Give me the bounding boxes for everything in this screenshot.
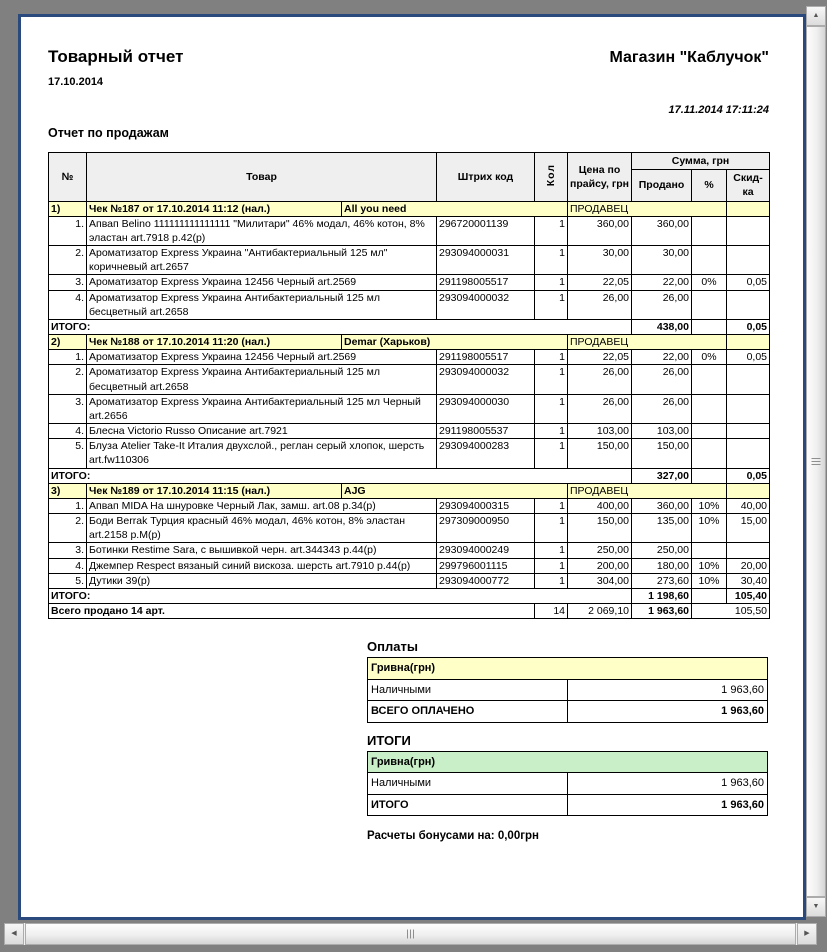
item-discount-pct: 0% <box>692 275 727 290</box>
receipt-group-header <box>49 201 770 216</box>
item-number: 4. <box>49 558 87 573</box>
item-number: 4. <box>49 424 87 439</box>
totals-row-value: 1 963,60 <box>568 773 768 795</box>
group-number: 1) <box>49 201 87 216</box>
horizontal-scrollbar-thumb[interactable] <box>25 923 796 945</box>
totals-table-body <box>368 751 768 816</box>
scroll-left-button[interactable] <box>4 923 24 945</box>
item-price: 103,00 <box>568 424 632 439</box>
item-qty: 1 <box>535 290 568 319</box>
item-sold: 26,00 <box>632 290 692 319</box>
item-number: 2. <box>49 365 87 394</box>
item-qty: 1 <box>535 439 568 468</box>
item-price: 150,00 <box>568 439 632 468</box>
item-discount-pct <box>692 543 727 558</box>
item-qty: 1 <box>535 424 568 439</box>
item-barcode: 296720001139 <box>437 216 535 245</box>
item-price: 30,00 <box>568 246 632 275</box>
group-number: 3) <box>49 483 87 498</box>
item-discount-pct <box>692 290 727 319</box>
item-qty: 1 <box>535 573 568 588</box>
vertical-scrollbar-thumb[interactable] <box>806 26 826 897</box>
group-total-sold: 327,00 <box>632 468 692 483</box>
receipt-title: Чек №188 от 17.10.2014 11:20 (нал.) <box>87 335 342 350</box>
item-name: Блуза Atelier Take-It Италия двухслой., реглан серый хлопок, шерсть art.fw110306 <box>87 439 437 468</box>
item-row <box>49 558 770 573</box>
item-row <box>49 439 770 468</box>
item-discount <box>727 290 770 319</box>
item-sold: 180,00 <box>632 558 692 573</box>
item-row <box>49 514 770 543</box>
item-discount-pct <box>692 246 727 275</box>
item-discount <box>727 246 770 275</box>
item-row <box>49 246 770 275</box>
sales-table <box>48 152 770 619</box>
item-discount-pct <box>692 216 727 245</box>
sales-table-body <box>49 201 770 619</box>
item-barcode: 293094000315 <box>437 498 535 513</box>
item-price: 250,00 <box>568 543 632 558</box>
item-number: 1. <box>49 216 87 245</box>
item-row <box>49 216 770 245</box>
item-name: Ароматизатор Express Украина 12456 Черный art.2569 <box>87 275 437 290</box>
item-sold: 103,00 <box>632 424 692 439</box>
item-sold: 250,00 <box>632 543 692 558</box>
group-total-sold: 1 198,60 <box>632 588 692 603</box>
item-number: 3. <box>49 394 87 423</box>
brand-name: Demar (Харьков) <box>342 335 568 350</box>
scroll-up-button[interactable] <box>806 6 826 26</box>
group-total-discount: 0,05 <box>727 468 770 483</box>
payments-row-value: 1 963,60 <box>568 679 768 701</box>
item-barcode: 293094000283 <box>437 439 535 468</box>
item-discount <box>727 216 770 245</box>
item-number: 1. <box>49 350 87 365</box>
item-barcode: 293094000030 <box>437 394 535 423</box>
item-number: 5. <box>49 573 87 588</box>
brand-name: AJG <box>342 483 568 498</box>
group-total-discount: 105,40 <box>727 588 770 603</box>
payments-table <box>367 657 768 723</box>
receipt-group-header <box>49 335 770 350</box>
seller-label: ПРОДАВЕЦ <box>568 483 727 498</box>
group-total-label: ИТОГО: <box>49 588 632 603</box>
item-row <box>49 424 770 439</box>
item-discount-pct: 10% <box>692 514 727 543</box>
payments-total-value: 1 963,60 <box>568 701 768 723</box>
item-discount: 15,00 <box>727 514 770 543</box>
scrollbar-grip-icon <box>812 458 821 466</box>
totals-total-row <box>368 794 768 816</box>
item-barcode: 293094000031 <box>437 246 535 275</box>
item-row <box>49 350 770 365</box>
grand-total-row <box>49 604 770 619</box>
summary-blocks <box>367 639 768 842</box>
item-qty: 1 <box>535 246 568 275</box>
item-qty: 1 <box>535 275 568 290</box>
grand-total-sold: 1 963,60 <box>632 604 692 619</box>
item-sold: 273,60 <box>632 573 692 588</box>
item-sold: 26,00 <box>632 365 692 394</box>
item-discount-pct: 10% <box>692 498 727 513</box>
report-title: Товарный отчет <box>48 47 184 66</box>
item-row <box>49 498 770 513</box>
item-discount <box>727 424 770 439</box>
scroll-up-icon: ▲ <box>812 12 820 19</box>
item-number: 4. <box>49 290 87 319</box>
report-date: 17.10.2014 <box>48 76 104 88</box>
item-discount <box>727 439 770 468</box>
payments-table-body <box>368 658 768 723</box>
totals-heading: ИТОГИ <box>367 732 411 748</box>
totals-total-label: ИТОГО <box>368 794 568 816</box>
totals-total-value: 1 963,60 <box>568 794 768 816</box>
totals-row-label: Наличными <box>368 773 568 795</box>
receipt-group-header <box>49 483 770 498</box>
group-total-discount: 0,05 <box>727 319 770 334</box>
item-price: 26,00 <box>568 290 632 319</box>
item-discount: 30,40 <box>727 573 770 588</box>
section-title: Отчет по продажам <box>48 126 169 140</box>
item-name: Джемпер Respect вязаный синий вискоза. шерсть art.7910 р.44(р) <box>87 558 437 573</box>
item-discount: 0,05 <box>727 350 770 365</box>
item-discount <box>727 543 770 558</box>
group-total-pct <box>692 319 727 334</box>
item-price: 22,05 <box>568 350 632 365</box>
sales-table-header <box>49 153 770 202</box>
grand-total-price: 2 069,10 <box>568 604 632 619</box>
item-qty: 1 <box>535 216 568 245</box>
bonus-note: Расчеты бонусами на: 0,00грн <box>367 830 539 843</box>
item-discount-pct: 0% <box>692 350 727 365</box>
item-price: 22,05 <box>568 275 632 290</box>
grand-total-label: Всего продано 14 арт. <box>49 604 535 619</box>
scroll-down-icon: ▼ <box>812 903 820 910</box>
item-price: 360,00 <box>568 216 632 245</box>
item-discount <box>727 365 770 394</box>
vertical-scrollbar[interactable] <box>806 6 826 917</box>
col-header-sold: Продано <box>632 170 692 201</box>
item-qty: 1 <box>535 365 568 394</box>
item-number: 5. <box>49 439 87 468</box>
col-header-price: Цена по прайсу, грн <box>568 153 632 202</box>
item-name: Ароматизатор Express Украина "Антибактериальный 125 мл" коричневый art.2657 <box>87 246 437 275</box>
item-row <box>49 290 770 319</box>
group-empty-cell <box>727 201 770 216</box>
col-header-num: № <box>49 153 87 202</box>
item-name: Ароматизатор Express Украина 12456 Черный art.2569 <box>87 350 437 365</box>
item-discount-pct <box>692 394 727 423</box>
item-number: 2. <box>49 514 87 543</box>
grand-total-discount: 105,50 <box>692 604 770 619</box>
item-name: Блесна Victorio Russo Описание art.7921 <box>87 424 437 439</box>
horizontal-scrollbar[interactable] <box>4 923 817 945</box>
item-barcode: 293094000772 <box>437 573 535 588</box>
item-number: 3. <box>49 543 87 558</box>
group-empty-cell <box>727 483 770 498</box>
item-row <box>49 543 770 558</box>
item-sold: 22,00 <box>632 350 692 365</box>
group-total-row <box>49 588 770 603</box>
item-name: Ботинки Restime Sara, с вышивкой черн. art.344343 р.44(р) <box>87 543 437 558</box>
scroll-right-icon: ▶ <box>804 930 810 937</box>
item-barcode: 297309000950 <box>437 514 535 543</box>
item-barcode: 293094000032 <box>437 365 535 394</box>
item-sold: 22,00 <box>632 275 692 290</box>
item-price: 26,00 <box>568 365 632 394</box>
item-qty: 1 <box>535 350 568 365</box>
group-total-pct <box>692 588 727 603</box>
item-discount-pct <box>692 365 727 394</box>
item-row <box>49 394 770 423</box>
seller-label: ПРОДАВЕЦ <box>568 201 727 216</box>
item-barcode: 291198005517 <box>437 350 535 365</box>
store-name: Магазин "Каблучок" <box>609 49 769 66</box>
item-barcode: 293094000032 <box>437 290 535 319</box>
group-number: 2) <box>49 335 87 350</box>
item-barcode: 291198005517 <box>437 275 535 290</box>
item-sold: 135,00 <box>632 514 692 543</box>
item-price: 400,00 <box>568 498 632 513</box>
col-header-product: Товар <box>87 153 437 202</box>
item-row <box>49 275 770 290</box>
item-number: 2. <box>49 246 87 275</box>
scroll-left-icon: ◀ <box>11 930 17 937</box>
item-row <box>49 365 770 394</box>
group-total-row <box>49 319 770 334</box>
item-qty: 1 <box>535 514 568 543</box>
item-qty: 1 <box>535 558 568 573</box>
item-price: 26,00 <box>568 394 632 423</box>
item-discount: 20,00 <box>727 558 770 573</box>
item-barcode: 291198005537 <box>437 424 535 439</box>
item-discount: 0,05 <box>727 275 770 290</box>
item-sold: 360,00 <box>632 216 692 245</box>
totals-table <box>367 751 768 817</box>
group-total-label: ИТОГО: <box>49 468 632 483</box>
col-header-qty: Кол <box>535 153 568 202</box>
group-empty-cell <box>727 335 770 350</box>
col-header-disc: Скид-ка <box>727 170 770 201</box>
item-name: Ароматизатор Express Украина Антибактериальный 125 мл бесцветный art.2658 <box>87 290 437 319</box>
group-total-row <box>49 468 770 483</box>
item-discount-pct: 10% <box>692 573 727 588</box>
scroll-down-button[interactable] <box>806 897 826 917</box>
group-total-sold: 438,00 <box>632 319 692 334</box>
col-header-sum: Сумма, грн <box>632 153 770 170</box>
item-number: 3. <box>49 275 87 290</box>
item-name: Ароматизатор Express Украина Антибактериальный 125 мл бесцветный art.2658 <box>87 365 437 394</box>
item-sold: 360,00 <box>632 498 692 513</box>
item-price: 304,00 <box>568 573 632 588</box>
col-header-pct: % <box>692 170 727 201</box>
group-total-pct <box>692 468 727 483</box>
item-discount <box>727 394 770 423</box>
item-barcode: 293094000249 <box>437 543 535 558</box>
item-discount-pct <box>692 424 727 439</box>
totals-currency-row <box>368 751 768 773</box>
item-discount: 40,00 <box>727 498 770 513</box>
item-qty: 1 <box>535 394 568 423</box>
report-page <box>18 14 806 920</box>
item-qty: 1 <box>535 543 568 558</box>
payments-total-row <box>368 701 768 723</box>
grand-total-qty: 14 <box>535 604 568 619</box>
col-header-barcode: Штрих код <box>437 153 535 202</box>
print-timestamp: 17.11.2014 17:11:24 <box>668 104 769 116</box>
report-header <box>48 47 769 67</box>
seller-label: ПРОДАВЕЦ <box>568 335 727 350</box>
item-sold: 30,00 <box>632 246 692 275</box>
group-total-label: ИТОГО: <box>49 319 632 334</box>
item-sold: 26,00 <box>632 394 692 423</box>
payments-total-label: ВСЕГО ОПЛАЧЕНО <box>368 701 568 723</box>
brand-name: All you need <box>342 201 568 216</box>
totals-row <box>368 773 768 795</box>
item-price: 150,00 <box>568 514 632 543</box>
payments-heading: Оплаты <box>367 639 418 655</box>
item-qty: 1 <box>535 498 568 513</box>
receipt-title: Чек №187 от 17.10.2014 11:12 (нал.) <box>87 201 342 216</box>
item-name: Ароматизатор Express Украина Антибактериальный 125 мл Черный art.2656 <box>87 394 437 423</box>
item-name: Апвап MIDA На шнуровке Черный Лак, замш. art.08 р.34(р) <box>87 498 437 513</box>
item-barcode: 299796001115 <box>437 558 535 573</box>
item-name: Апвап Belino 111111111111111 "Милитари" 46% модал, 46% котон, 8% эластан art.7918 р.42(р) <box>87 216 437 245</box>
item-price: 200,00 <box>568 558 632 573</box>
item-number: 1. <box>49 498 87 513</box>
scrollbar-grip-icon <box>407 930 415 939</box>
payments-currency-header: Гривна(грн) <box>368 658 768 680</box>
item-sold: 150,00 <box>632 439 692 468</box>
payments-row-label: Наличными <box>368 679 568 701</box>
totals-currency-header: Гривна(грн) <box>368 751 768 773</box>
item-discount-pct <box>692 439 727 468</box>
payments-currency-row <box>368 658 768 680</box>
item-row <box>49 573 770 588</box>
payments-row <box>368 679 768 701</box>
receipt-title: Чек №189 от 17.10.2014 11:15 (нал.) <box>87 483 342 498</box>
item-discount-pct: 10% <box>692 558 727 573</box>
scroll-right-button[interactable] <box>797 923 817 945</box>
item-name: Дутики 39(р) <box>87 573 437 588</box>
item-name: Боди Berrak Турция красный 46% модал, 46% котон, 8% эластан art.2158 р.M(р) <box>87 514 437 543</box>
